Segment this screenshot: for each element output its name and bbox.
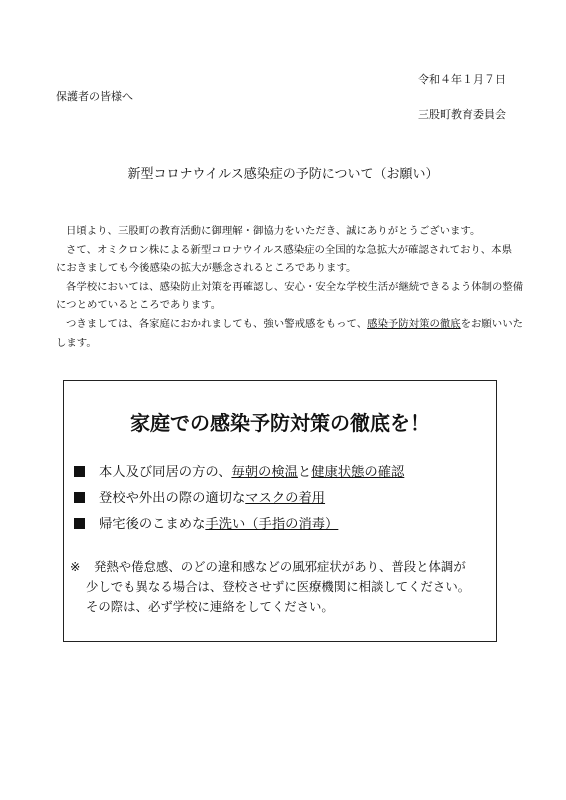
paragraph-3-line-1: 各学校においては、感染防止対策を再確認し、安心・安全な学校生活が継続できるよう体制の整備 [66, 280, 524, 293]
note-text: 発熱や倦怠感、のどの違和感などの風邪症状があり、普段と体調が [94, 559, 466, 574]
paragraph-2-line-2: におきましても今後感染の拡大が懸念されるところであります。 [56, 262, 357, 275]
paragraph-4-line-1 [56, 315, 523, 334]
sender: 三股町教育委員会 [418, 108, 506, 121]
item-text: 登校や外出の際の適切な [99, 491, 246, 506]
square-bullet-icon [74, 492, 85, 503]
reference-mark-icon: ※ [70, 559, 81, 574]
item-text: 本人及び同居の方の、 [99, 465, 232, 480]
item-underlined: 手洗い（手指の消毒） [205, 517, 339, 532]
recipient: 保護者の皆様へ [56, 90, 133, 103]
square-bullet-icon [74, 518, 85, 529]
date: 令和４年１月７日 [418, 73, 506, 86]
note-line-1 [70, 557, 470, 577]
box-heading: 家庭での感染予防対策の徹底を！ [130, 411, 430, 435]
paragraph-3-line-2: につとめているところであります。 [56, 299, 222, 312]
square-bullet-icon [74, 466, 85, 477]
paragraph-4-underlined: 感染予防対策の徹底 [367, 317, 461, 330]
list-item [74, 487, 325, 506]
list-item [74, 513, 338, 532]
notice-box [63, 380, 497, 642]
paragraph-1: 日頃より、三股町の教育活動に御理解・御協力をいただき、誠にありがとうございます。 [66, 225, 481, 237]
item-text: と [297, 465, 312, 480]
item-underlined: 健康状態の確認 [311, 465, 405, 480]
body-text [56, 222, 524, 352]
item-underlined: マスクの着用 [245, 491, 326, 506]
item-underlined: 毎朝の検温 [231, 465, 298, 480]
paragraph-4-pre: つきましては、各家庭におかれましても、強い警戒感をもって、 [66, 317, 368, 330]
paragraph-4-post: をお願いいた [460, 317, 523, 330]
paragraph-2-line-1: さて、オミクロン株による新型コロナウイルス感染症の全国的な急拡大が確認されており、本県 [66, 243, 512, 256]
item-text: 帰宅後のこまめな [99, 517, 206, 532]
note-line-3: その際は、必ず学校に連絡をしてください。 [86, 599, 334, 614]
note-line-2: 少しでも異なる場合は、登校させずに医療機関に相談してください。 [86, 579, 471, 594]
paragraph-4-line-2: します。 [56, 336, 97, 349]
list-item [74, 461, 404, 480]
note [70, 557, 470, 617]
document-title: 新型コロナウイルス感染症の予防について（お願い） [127, 167, 439, 182]
